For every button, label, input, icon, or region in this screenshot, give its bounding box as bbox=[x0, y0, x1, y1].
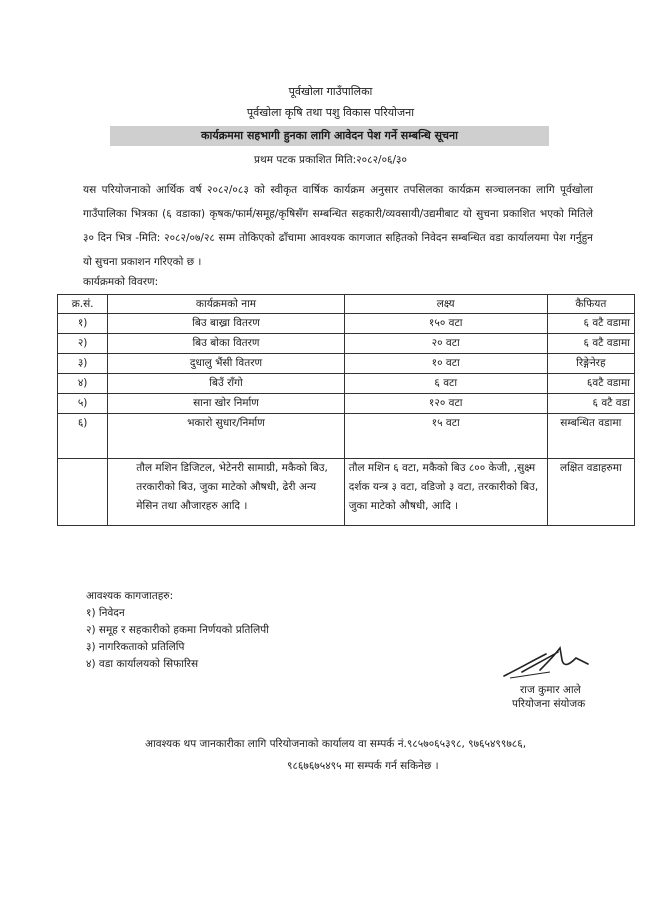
row-sn bbox=[58, 459, 108, 526]
published-date: प्रथम पटक प्रकाशित मिति:२०८२/०६/३० bbox=[254, 154, 407, 166]
row-name: बिउ बोका वितरण bbox=[108, 334, 345, 354]
project-name: पूर्वखोला कृषि तथा पशु विकास परियोजना bbox=[246, 106, 415, 119]
row-target: १२० वटा bbox=[344, 394, 547, 414]
signatory-name: राज कुमार आले bbox=[520, 684, 581, 696]
row-name: बिउँ राँगो bbox=[108, 374, 345, 394]
signature-icon bbox=[500, 642, 592, 682]
notice-title: कार्यक्रममा सहभागी हुनका लागि आवेदन पेश गर्ने सम्बन्धि सूचना bbox=[110, 126, 549, 146]
row-target: १५ वटा bbox=[344, 414, 547, 459]
row-sn: ३) bbox=[58, 354, 108, 374]
municipality-name: पूर्वखोला गाउँपालिका bbox=[288, 85, 373, 98]
table-row bbox=[58, 354, 635, 374]
row-sn: ६) bbox=[58, 414, 108, 459]
header-name: कार्यक्रमको नाम bbox=[108, 295, 345, 314]
row-sn: ४) bbox=[58, 374, 108, 394]
row-remarks: ६ वटै वडा bbox=[547, 394, 634, 414]
list-item: ४) वडा कार्यालयको सिफारिस bbox=[86, 658, 199, 670]
row-target: तौल मशिन ६ वटा, मकैको बिउ ८०० केजी, ,सुक्ष्म दर्शक यन्त्र ३ वटा, वडिजो ३ वटा, तरकारीको बिउ, जुका माटेको औषधी, आदि । bbox=[344, 459, 547, 526]
table-row bbox=[58, 314, 635, 334]
contact-line-1: आवश्यक थप जानकारीका लागि परियोजनाको कार्यालय वा सम्पर्क नं.९८५७०६५३९८, ९७६५४९९७८६, bbox=[145, 738, 527, 750]
row-sn: ५) bbox=[58, 394, 108, 414]
table-row bbox=[58, 414, 635, 459]
contact-line-2: ९८६७६७५४९५ मा सम्पर्क गर्न सकिनेछ । bbox=[287, 760, 439, 772]
table-row bbox=[58, 334, 635, 354]
program-intro: कार्यक्रमको विवरण: bbox=[83, 276, 159, 288]
row-target: ६ वटा bbox=[344, 374, 547, 394]
header-remarks: कैफियत bbox=[547, 295, 634, 314]
list-item: ३) नागरिकताको प्रतिलिपि bbox=[86, 641, 185, 653]
header-target: लक्ष्य bbox=[344, 295, 547, 314]
row-sn: १) bbox=[58, 314, 108, 334]
row-sn: २) bbox=[58, 334, 108, 354]
row-remarks: ६ वटै वडामा bbox=[547, 334, 634, 354]
signatory-title: परियोजना संयोजक bbox=[512, 698, 586, 710]
row-remarks: ६ वटै वडामा bbox=[547, 314, 634, 334]
table-row bbox=[58, 459, 635, 526]
row-remarks: सम्बन्धित वडामा bbox=[547, 414, 634, 459]
table-row bbox=[58, 394, 635, 414]
header-sn: क्र.सं. bbox=[58, 295, 108, 314]
row-target: १० वटा bbox=[344, 354, 547, 374]
row-remarks: ६वटै वडामा bbox=[547, 374, 634, 394]
row-target: १५० वटा bbox=[344, 314, 547, 334]
row-target: २० वटा bbox=[344, 334, 547, 354]
table-header-row bbox=[58, 295, 635, 314]
row-remarks: रिङ्गेनेरह bbox=[547, 354, 634, 374]
required-documents bbox=[86, 588, 269, 673]
notice-paragraph: यस परियोजनाको आर्थिक वर्ष २०८२/०८३ को स्वीकृत वार्षिक कार्यक्रम अनुसार तपसिलका कार्यक्रम सञ्चालनका लागि पूर्वखोला गाउँपालिका भित्रका (६ वडाका) कृषक/फार्म/समूह/कृषिसँग सम्बन्धित सहकारी/व्यवसायी/उद्यमीबाट यो सुचना प्रकाशित भएको मितिले ३० दिन भित्र -मिति: २०८२/०७/२८ सम्म तोकिएको ढाँचामा आवश्यक कागजात सहितको निवेदन सम्बन्धित वडा कार्यालयमा पेश गर्नुहुन यो सुचना प्रकाशन गरिएको छ । bbox=[83, 184, 593, 268]
row-name: तौल मशिन डिजिटल, भेटेनरी सामाग्री, मकैको बिउ, तरकारीको बिउ, जुका माटेको औषधी, ढेरी अन्य मेसिन तथा औजारहरु आदि । bbox=[108, 459, 345, 526]
row-remarks: लक्षित वडाहरुमा bbox=[547, 459, 634, 526]
row-name: बिउ बाख्रा वितरण bbox=[108, 314, 345, 334]
row-name: भकारो सुधार/निर्माण bbox=[108, 414, 345, 459]
row-name: साना खोर निर्माण bbox=[108, 394, 345, 414]
list-item: १) निवेदन bbox=[86, 607, 125, 619]
documents-title: आवश्यक कागजातहरु: bbox=[86, 590, 174, 602]
table-row bbox=[58, 374, 635, 394]
program-table bbox=[57, 294, 635, 526]
row-name: दुधालु भैंसी वितरण bbox=[108, 354, 345, 374]
list-item: २) समूह र सहकारीको हकमा निर्णयको प्रतिलिपी bbox=[86, 624, 269, 636]
